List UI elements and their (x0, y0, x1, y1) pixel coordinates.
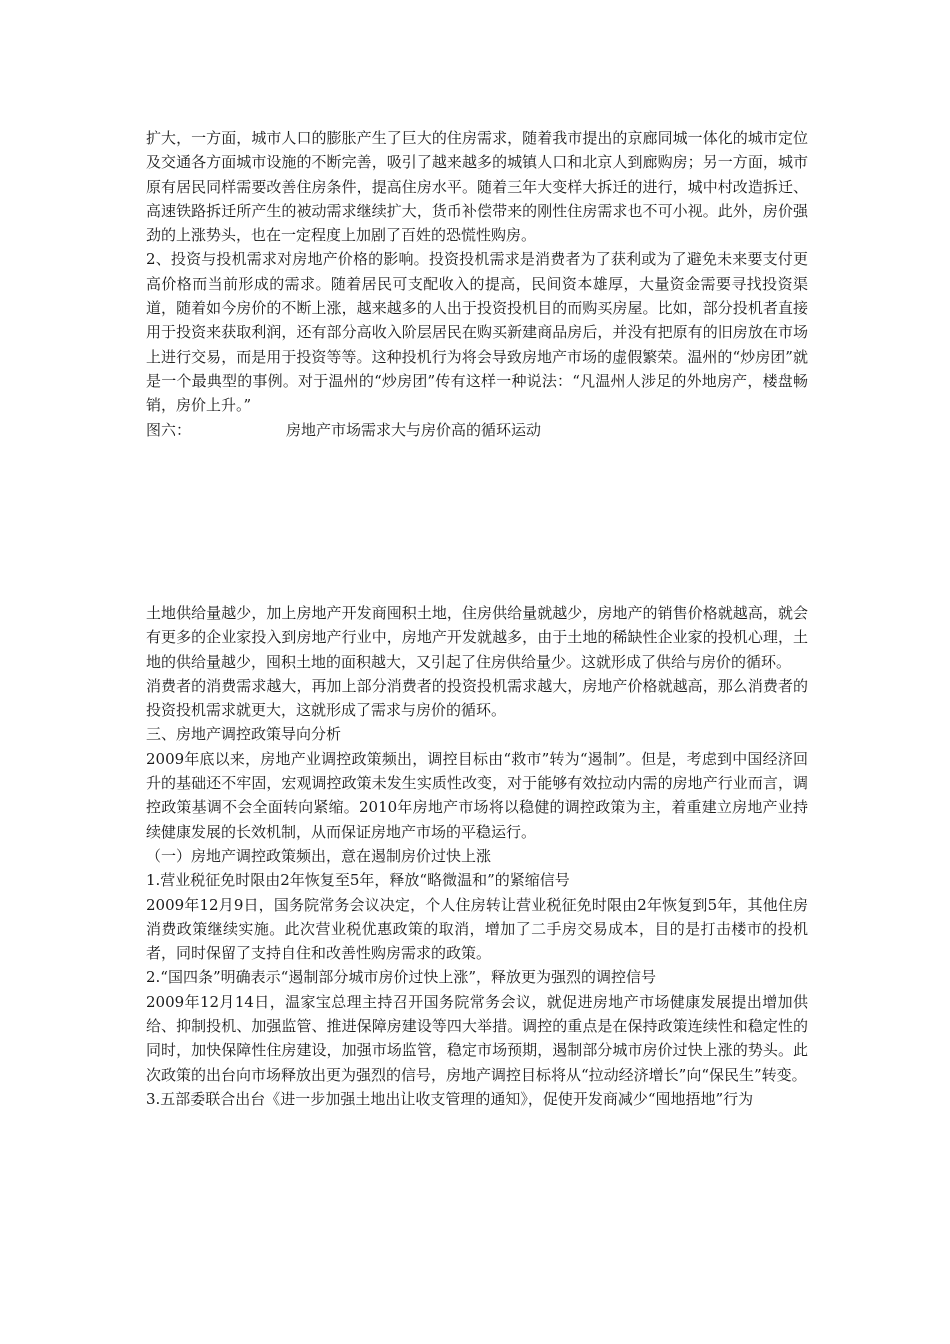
item-heading: 1.营业税征免时限由2年恢复至5年，释放“略微温和”的紧缩信号 (146, 871, 570, 890)
figure-caption (146, 418, 808, 442)
item-heading: 3.五部委联合出台《进一步加强土地出让收支管理的通知》，促使开发商减少“囤地捂地”行为 (146, 1089, 754, 1108)
section-heading: 三、房地产调控政策导向分析 (146, 725, 342, 744)
paragraph: 2009年12月9日，国务院常务会议决定，个人住房转让营业税征免时限由2年恢复到5年，其他住房消费政策继续实施。此次营业税优惠政策的取消，增加了二手房交易成本，目的是打击楼市的投机者，同时保留了支持自住和改善性购房需求的政策。 (146, 895, 808, 963)
paragraph: 2009年12月14日，温家宝总理主持召开国务院常务会议，就促进房地产市场健康发展提出增加供给、抑制投机、加强监管、推进保障房建设等四大举措。调控的重点是在保持政策连续性和稳定性的同时，加快保障性住房建设，加强市场监管，稳定市场预期，遏制部分城市房价过快上涨的势头。此次政策的出台向市场释放出更为强烈的信号，房地产调控目标将从“拉动经济增长”向“保民生”转变。 (146, 992, 808, 1084)
paragraph: 2009年底以来，房地产业调控政策频出，调控目标由“救市”转为“遏制”。但是，考虑到中国经济回升的基础还不牢固，宏观调控政策未发生实质性改变，对于能够有效拉动内需的房地产行业而言，调控政策基调不会全面转向紧缩。2010年房地产市场将以稳健的调控政策为主，着重建立房地产业持续健康发展的长效机制，从而保证房地产市场的平稳运行。 (146, 749, 808, 841)
figure-label: 图六： (146, 420, 192, 439)
text-block-bottom (146, 601, 808, 1111)
paragraph: 土地供给量越少，加上房地产开发商囤积土地，住房供给量就越少，房地产的销售价格就越高，就会有更多的企业家投入到房地产行业中，房地产开发就越多，由于土地的稀缺性企业家的投机心理，土地的供给量越少，囤积土地的面积越大，又引起了住房供给量少。这就形成了供给与房价的循环。 (146, 604, 808, 671)
paragraph: 消费者的消费需求越大，再加上部分消费者的投资投机需求越大，房地产价格就越高，那么消费者的投资投机需求就更大，这就形成了需求与房价的循环。 (146, 676, 808, 720)
item-heading: 2.“国四条”明确表示“遏制部分城市房价过快上涨”，释放更为强烈的调控信号 (146, 968, 656, 987)
paragraph: 扩大，一方面，城市人口的膨胀产生了巨大的住房需求，随着我市提出的京廊同城一体化的城市定位及交通各方面城市设施的不断完善，吸引了越来越多的城镇人口和北京人到廊购房；另一方面，城市原有居民同样需要改善住房条件，提高住房水平。随着三年大变样大拆迁的进行，城中村改造拆迁、高速铁路拆迁所产生的被动需求继续扩大，货币补偿带来的刚性住房需求也不可小视。此外，房价强劲的上涨势头，也在一定程度上加剧了百姓的恐慌性购房。 (146, 129, 808, 245)
paragraph: 2、投资与投机需求对房地产价格的影响。投资投机需求是消费者为了获利或为了避免未来要支付更高价格而当前形成的需求。随着居民可支配收入的提高，民间资本雄厚，大量资金需要寻找投资渠道，随着如今房价的不断上涨，越来越多的人出于投资投机目的而购买房屋。比如，部分投机者直接用于投资来获取利润，还有部分高收入阶层居民在购买新建商品房后，并没有把原有的旧房放在市场上进行交易，而是用于投资等等。这种投机行为将会导致房地产市场的虚假繁荣。温州的“炒房团”就是一个最典型的事例。对于温州的“炒房团”传有这样一种说法：“凡温州人涉足的外地房产，楼盘畅销，房价上升。” (146, 250, 808, 415)
subsection-heading: （一）房地产调控政策频出，意在遏制房价过快上涨 (146, 846, 492, 865)
text-block-top (146, 126, 808, 442)
figure-title: 房地产市场需求大与房价高的循环运动 (286, 420, 542, 439)
